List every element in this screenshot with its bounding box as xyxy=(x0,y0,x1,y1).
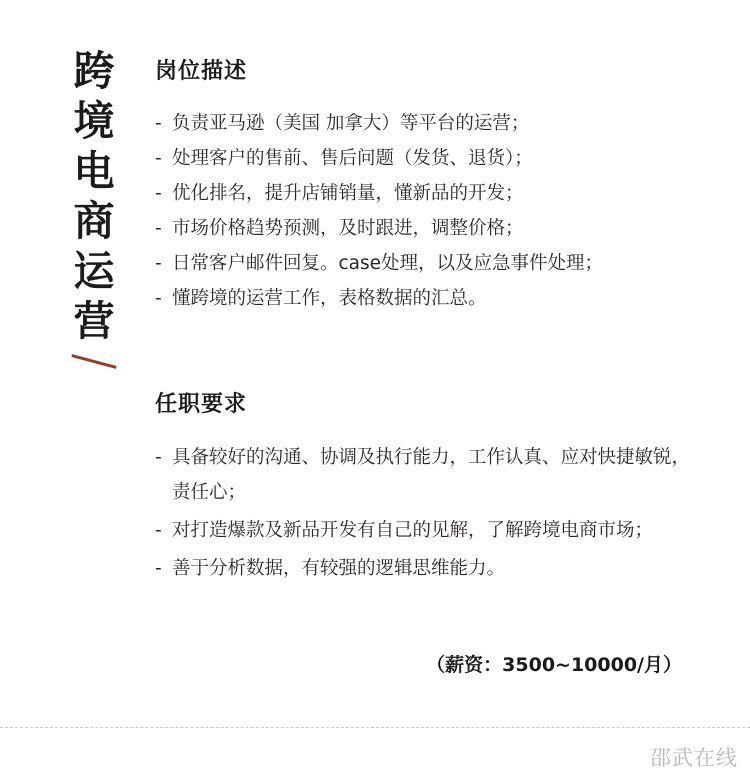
job-description-list xyxy=(155,107,700,315)
list-item-text: 具备较好的沟通、协调及执行能力，工作认真、应对快捷敏锐，责任心； xyxy=(172,447,691,503)
bullet-dash: - xyxy=(155,183,162,204)
list-item-text: 优化排名，提升店铺销量，懂新品的开发； xyxy=(172,183,524,204)
list-item-text: 对打造爆款及新品开发有自己的见解，了解跨境电商市场； xyxy=(172,520,654,541)
salary-text: （薪资：3500~10000/月） xyxy=(426,654,682,676)
list-item xyxy=(155,177,700,210)
list-item-text: 懂跨境的运营工作，表格数据的汇总。 xyxy=(172,288,487,309)
list-item xyxy=(155,247,700,280)
list-item xyxy=(155,282,700,315)
bullet-dash: - xyxy=(155,520,162,541)
bullet-dash: - xyxy=(155,148,162,169)
footer-divider xyxy=(0,727,750,728)
list-item xyxy=(155,107,700,140)
list-item-text: 日常客户邮件回复。case处理，以及应急事件处理； xyxy=(172,253,604,274)
vertical-title xyxy=(58,46,130,363)
section-heading: 岗位描述 xyxy=(155,59,248,84)
list-item-text: 善于分析数据，有较强的逻辑思维能力。 xyxy=(172,558,506,579)
bullet-dash: - xyxy=(155,447,162,468)
list-item-text: 负责亚马逊（美国 加拿大）等平台的运营； xyxy=(172,113,530,134)
vertical-title-char: 商 xyxy=(73,197,115,245)
list-item xyxy=(155,551,700,586)
vertical-title-char: 跨 xyxy=(73,47,115,95)
list-item xyxy=(155,142,700,175)
list-item xyxy=(155,440,700,510)
list-item xyxy=(155,212,700,245)
vertical-title-char: 运 xyxy=(73,247,115,295)
vertical-title-char: 电 xyxy=(73,147,115,195)
watermark: 邵武在线 xyxy=(650,746,738,770)
vertical-title-char: 境 xyxy=(73,97,115,145)
section-job-description xyxy=(155,54,700,315)
content-column xyxy=(155,54,700,677)
list-item xyxy=(155,513,700,548)
bullet-dash: - xyxy=(155,113,162,134)
bullet-dash: - xyxy=(155,253,162,274)
requirements-list xyxy=(155,440,700,586)
list-item-text: 处理客户的售前、售后问题（发货、退货）； xyxy=(172,148,533,169)
bullet-dash: - xyxy=(155,218,162,239)
section-heading: 任职要求 xyxy=(155,392,248,417)
list-item-text: 市场价格趋势预测，及时跟进，调整价格； xyxy=(172,218,524,239)
section-requirements xyxy=(155,387,700,586)
bullet-dash: - xyxy=(155,288,162,309)
vertical-title-char: 营 xyxy=(73,297,115,345)
bullet-dash: - xyxy=(155,558,162,579)
title-underline-accent xyxy=(71,354,116,369)
